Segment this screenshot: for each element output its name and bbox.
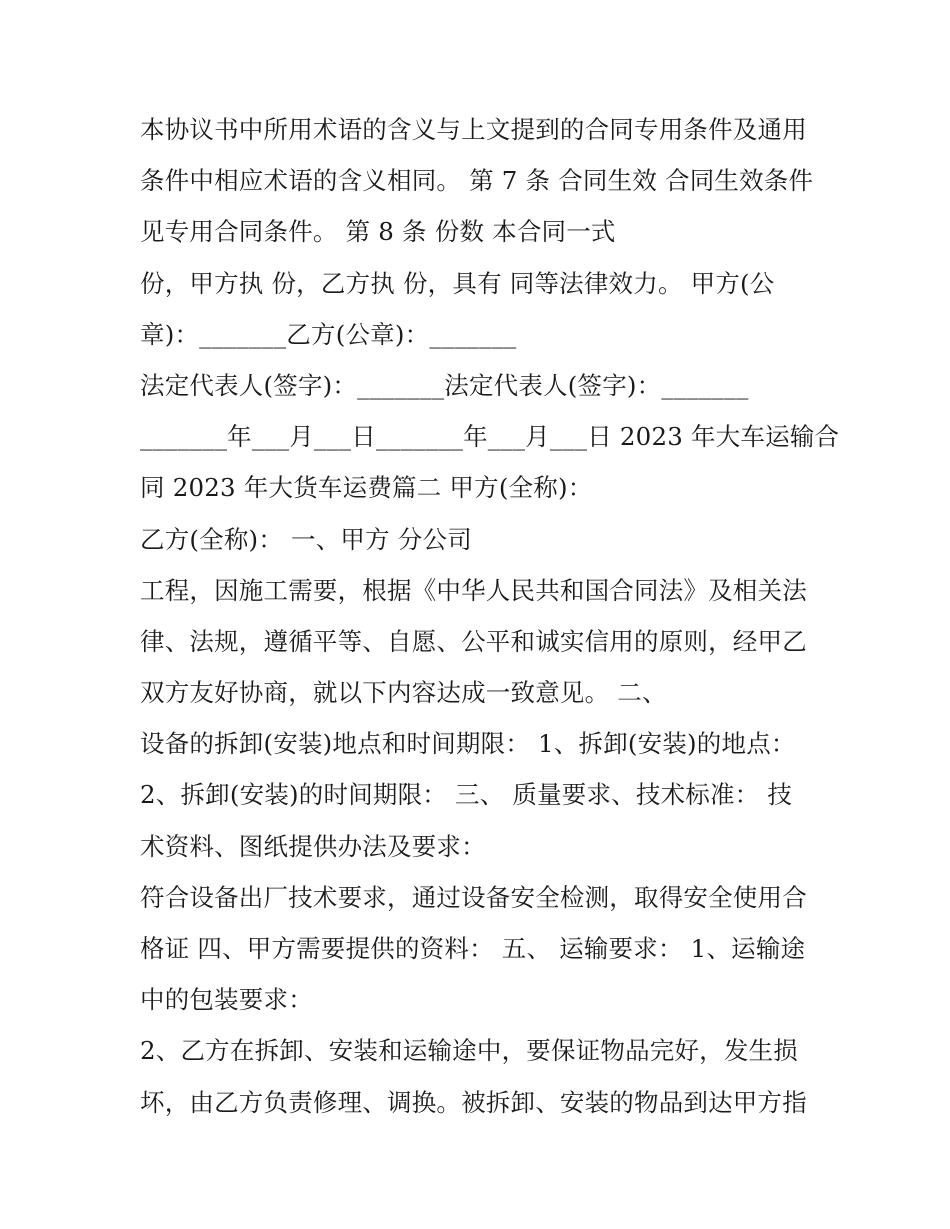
text-line-9: 乙方(全称)： 一、甲方 分公司 (140, 524, 472, 554)
text-line-13: 设备的拆卸(安装)地点和时间期限： 1、拆卸(安装)的地点： (140, 729, 796, 759)
text-line-8: 同 2023 年大货车运费篇二 甲方(全称)： (140, 473, 593, 503)
text-line-7: _______年___月___日_______年___月___日 2023 年大车运输合 (140, 422, 840, 452)
document-body (140, 104, 840, 1128)
text-line-11: 律、法规，遵循平等、自愿、公平和诚实信用的原则，经甲乙 (140, 626, 807, 656)
text-line-1: 本协议书中所用术语的含义与上文提到的合同专用条件及通用 (140, 115, 807, 144)
text-line-12: 双方友好协商，就以下内容达成一致意见。 二、 (140, 678, 667, 708)
text-line-15: 术资料、图纸提供办法及要求： (140, 831, 486, 861)
text-line-2: 条件中相应术语的含义相同。 第 7 条 合同生效 合同生效条件 (140, 166, 814, 196)
text-line-17: 格证 四、甲方需要提供的资料： 五、 运输要求： 1、运输途 (140, 934, 806, 963)
text-line-16: 符合设备出厂技术要求，通过设备安全检测，取得安全使用合 (140, 882, 807, 912)
text-line-18: 中的包装要求： (140, 985, 313, 1015)
text-line-20: 坏，由乙方负责修理、调换。被拆卸、安装的物品到达甲方指 (140, 1087, 807, 1117)
text-line-19: 2、乙方在拆卸、安装和运输途中，要保证物品完好，发生损 (140, 1036, 798, 1066)
text-line-4: 份，甲方执 份，乙方执 份，具有 同等法律效力。 甲方(公 (140, 268, 775, 298)
text-line-10: 工程，因施工需要，根据《中华人民共和国合同法》及相关法 (140, 575, 807, 605)
text-line-6: 法定代表人(签字)：_______法定代表人(签字)：_______ (140, 370, 749, 400)
text-line-3: 见专用合同条件。 第 8 条 份数 本合同一式 (140, 217, 616, 247)
text-line-5: 章)：_______乙方(公章)：_______ (140, 319, 517, 349)
text-line-14: 2、拆卸(安装)的时间期限： 三、 质量要求、技术标准： 技 (140, 780, 793, 810)
